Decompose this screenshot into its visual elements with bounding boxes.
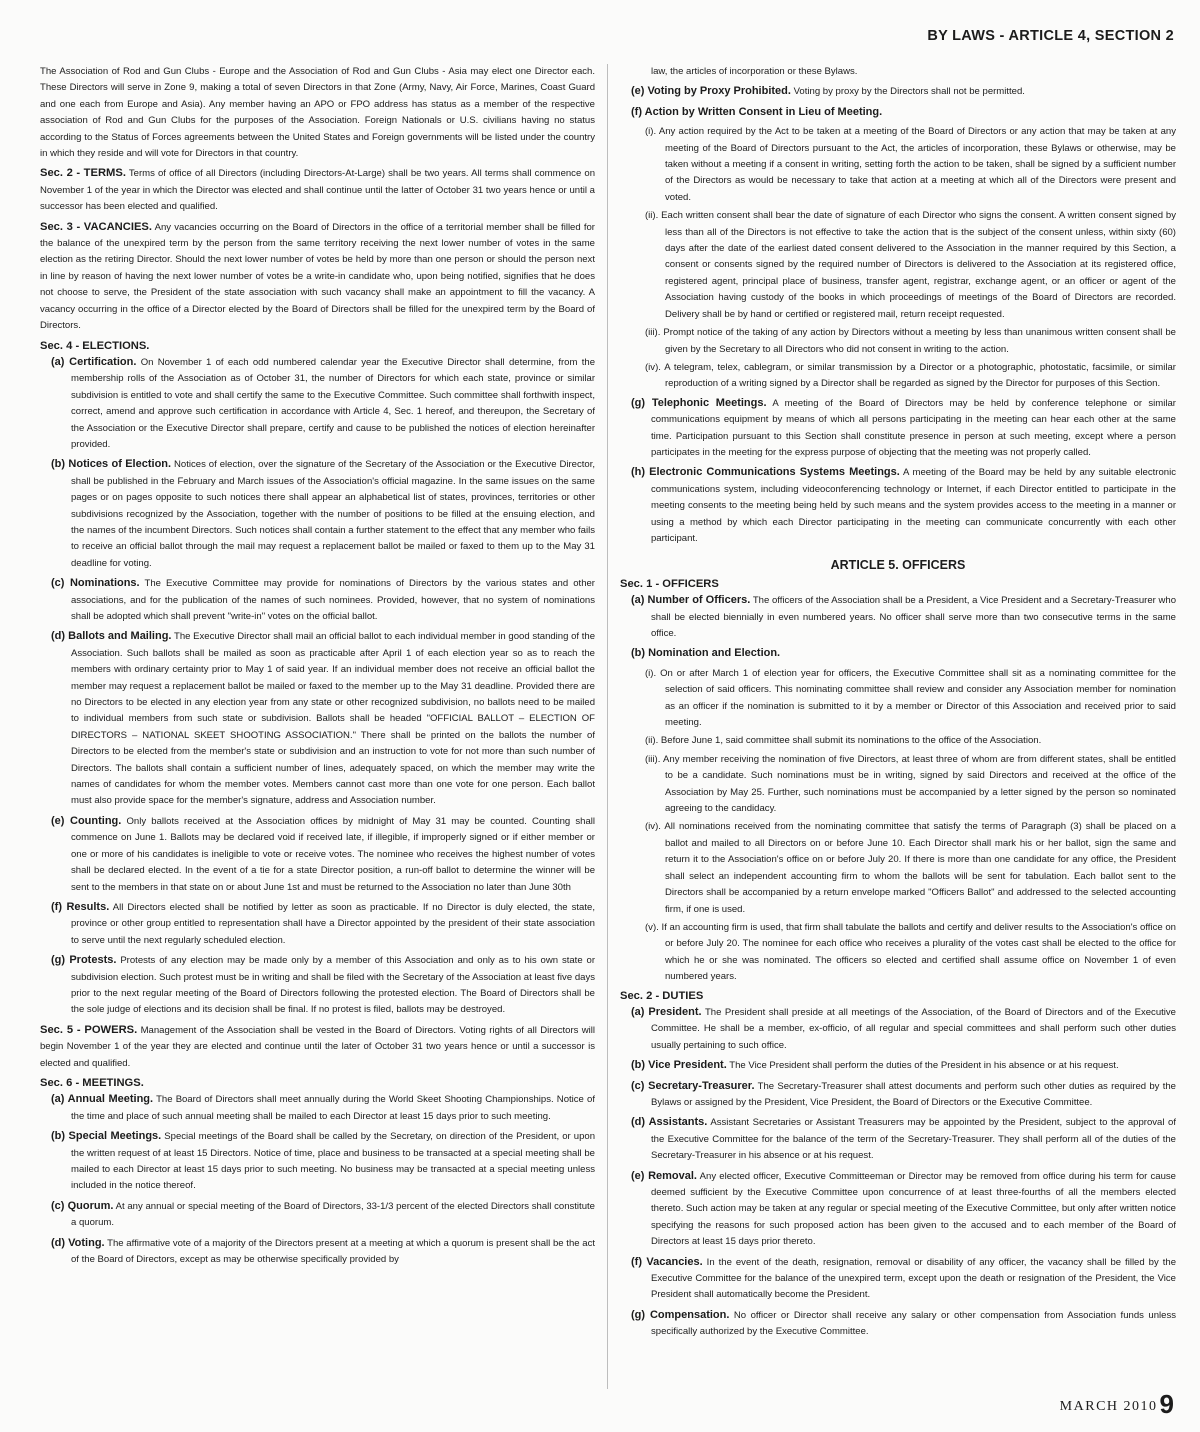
item-marker: (f) [631,1255,642,1268]
item-label [631,1080,755,1092]
written-consent-subitems [620,124,1176,393]
page-footer [1060,1389,1174,1420]
article-5-title: ARTICLE 5. OFFICERS [830,558,966,573]
list-item [620,1168,1176,1251]
item-nomination-election [620,645,1176,662]
section-heading: Sec. 2 - TERMS. [40,167,126,180]
sub-item [620,325,1176,358]
sub-item-text: Prompt notice of the taking of any action by Directors without a meeting by less than unanimous written consent shall be given by the Secretary to all Directors who did not consent in writing to the action. [663,327,1176,355]
sec-2-terms [40,165,595,215]
section-heading: Sec. 5 - POWERS. [40,1023,138,1036]
item-text: No officer or Director shall receive any salary or other compensation from Association funds unless specifically authorized by the Executive Committee. [651,1309,1176,1338]
sec-3-vacancies [40,219,595,335]
left-column [40,64,595,1394]
item-title: President. [648,1005,702,1018]
item-title: Vice President. [648,1059,727,1072]
item-marker: (a) [51,355,65,368]
section-heading: Sec. 3 - VACANCIES. [40,220,152,233]
sub-item-number: (i). [645,667,657,679]
item-text: On November 1 of each odd numbered calendar year the Executive Director shall determine, from the membership rolls of the Association as of October 31, the number of Directors for which each state, province or similar subdivision is entitled to vote and shall certify the same to the Executive Committee. Such committee shall forthwith inspect, correct, amend and approve such certification in accordance with Article 4, Sec. 1 hereof, and thereupon, the Secretary of the Association or the Executive Director shall prepare, certify and cause to be published the notices of election hereinafter provided. [71,356,595,450]
list-item [40,575,595,625]
sub-item [620,733,1176,749]
sub-item [620,920,1176,986]
list-item [40,354,595,453]
item-text: Assistant Secretaries or Assistant Treasurers may be appointed by the President, subject to the approval of the Executive Committee for the balance of the term of the Secretary-Treasurer. They shall perform all of the duties of the Secretary-Treasurer in his absence or at his request. [651,1117,1176,1162]
list-item [40,1235,595,1269]
item-label [51,577,140,589]
item-title: Compensation. [649,1308,730,1321]
list-item [40,1128,595,1195]
item-label: (e) Voting by Proxy Prohibited. [631,85,791,98]
item-text: The officers of the Association shall be a President, a Vice President and a Secretary-Treasurer who shall be elected biennially in even numbered years. No officer shall serve more than two consecutive terms in the same office. [651,595,1176,639]
item-label [631,1059,727,1071]
item-marker: (g) [631,1308,646,1321]
sec-6-heading: Sec. 6 - MEETINGS. [40,1076,144,1089]
item-title: Removal. [648,1169,697,1182]
item-title: Notices of Election. [68,458,172,471]
sub-item-text: Any action required by the Act to be taken at a meeting of the Board of Directors or any action that may be taken at any meeting of the Board of Directors pursuant to the Act, the articles of incorporation, these Bylaws or otherwise, may be taken without a meeting if a consent in writing, setting forth the action to be taken, shall be signed by a sufficient number of the Directors as would be necessary to take that action at a meeting at which all of the Directors were present and voted. [658,126,1176,203]
list-item [40,813,595,896]
item-title: Voting. [68,1236,105,1249]
item-electronic-meetings [620,464,1176,547]
item-title: Vacancies. [646,1255,703,1268]
page-number: 9 [1159,1389,1174,1419]
item-voting-by-proxy [620,83,1176,100]
item-label: (a) Number of Officers. [631,594,751,607]
item-text: The affirmative vote of a majority of the Directors present at a meeting at which a quorum is present shall be the act of the Board of Directors, except as may be otherwise specifically provided by [71,1237,595,1266]
item-title: Certification. [69,355,137,368]
sec-4-heading: Sec. 4 - ELECTIONS. [40,339,150,352]
sub-item-number: (v). [645,921,659,933]
item-text: Special meetings of the Board shall be called by the Secretary, on direction of the President, or upon the written request of at least 15 Directors. Notice of time, place and business to be transacted at a special meeting shall be mailed to each Director at least 15 days prior to such meeting. No business may be transacted at a special meeting unless included in the notice thereof. [71,1131,595,1192]
item-text: The Secretary-Treasurer shall attest documents and perform such other duties as required by the Bylaws or assigned by the President, Vice President, the Board of Directors or the Executive Committee. [651,1080,1176,1108]
continued-text: law, the articles of incorporation or these Bylaws. [651,66,858,77]
list-item [620,1004,1176,1054]
item-label [51,1200,113,1212]
item-marker: (b) [51,458,66,471]
elections-list [40,354,595,1019]
item-label [51,356,136,368]
officers-sec-1-heading: Sec. 1 - OFFICERS [620,577,719,590]
item-marker: (c) [631,1079,645,1092]
list-item [40,899,595,949]
sub-item [620,819,1176,917]
sub-item [620,208,1176,323]
item-label [51,954,116,966]
item-label [51,630,171,642]
sub-item-text: All nominations received from the nominating committee that satisfy the terms of Paragraph (3) shall be placed on a ballot and mailed to all Directors on or before June 10. Each Director shall mark his or her ballot, sign the same and return it to the Association's office on or before July 20. If there is more than one candidate for any office, the President shall select an independent accounting firm to whom the ballots will be sent for tabulation. Each ballot sent to the Directors shall be accompanied by a return envelope marked "Officers Ballot" and addressed to the selected accounting firm, if one is used. [664,821,1176,915]
item-label [631,1256,703,1268]
duties-sec-2-heading: Sec. 2 - DUTIES [620,989,704,1002]
item-label: (g) Telephonic Meetings. [631,396,767,409]
item-marker: (d) [51,630,66,643]
item-text: All Directors elected shall be notified by letter as soon as practicable. If no Director is duly elected, the state, province or other group entitled to representation shall have a Director appointed by the president of their state association to serve until the next regularly scheduled election. [71,901,595,946]
list-item [40,952,595,1019]
list-item [40,628,595,809]
item-label: (f) Action by Written Consent in Lieu of Meeting. [631,105,883,118]
list-item [40,1091,595,1125]
item-text: Voting by proxy by the Directors shall not be permitted. [793,86,1025,98]
item-title: Nominations. [69,577,140,590]
sub-item-number: (ii). [645,735,659,747]
item-label: (b) Nomination and Election. [631,647,781,660]
list-item [620,1114,1176,1164]
item-label [631,1309,729,1321]
item-text: The Executive Director shall mail an official ballot to each individual member in good standing of the Association. Such ballots shall be mailed as soon as practicable after April 1 of each election year so as to reach the members with ordinary certainty prior to May 1 of said year. If an individual member does not receive an official ballot the member may request a replacement ballot be mailed or faxed to the member up to the May 31 deadline. Provided there are no Directors to be elected in any election year from any state or other recognized subdivision, no ballots need to be mailed to individual members from such state or subdivision. Ballots shall be headed "OFFICIAL BALLOT – ELECTION OF DIRECTORS – NATIONAL SKEET SHOOTING ASSOCIATION." There shall be printed on the ballots the number of Directors to be elected from the member's state or subdivision and an instruction to vote for not more than such number of Directors. The ballots shall contain a sufficient number of lines, adequately spaced, on which the member may write the names of candidates for whom the member votes. Members cannot cast more than one vote for one person. Each ballot must also provide space for the member's signature, address and Association number. [71,631,595,807]
item-label [631,1006,702,1018]
item-text: Any elected officer, Executive Committeeman or Director may be removed from office during his term for cause deemed sufficient by the Executive Committee upon concurrence of at least three-fourths of all the members elected thereto. Such action may be taken at any regular or special meeting of the Executive Committee, but only after written notice specifying the reasons for such proposed action has been given to the accused and to each member of the Board of Directors at least 15 days prior thereto. [651,1170,1176,1248]
sub-item-text: On or after March 1 of election year for officers, the Executive Committee shall sit as a nominating committee for the selection of said officers. This nominating committee shall review and consider any Association member for nomination as an officer if the nomination is submitted to it by a member or Director of this Association and received prior to said meeting. [660,667,1176,729]
item-text: The President shall preside at all meetings of the Association, of the Board of Directors and of the Executive Committee. He shall be a member, ex-officio, of all regular and special committees and shall perform such other duties usually pertaining to such office. [651,1006,1176,1051]
item-label [631,1116,707,1128]
column-divider [607,64,608,1389]
sub-item [620,666,1176,732]
sub-item-number: (iv). [645,821,661,833]
item-title: Secretary-Treasurer. [648,1079,755,1092]
item-text: A meeting of the Board of Directors may be held by conference telephone or similar communications equipment by means of which all persons participating in the meeting can hear each other at the same time. Participation pursuant to this Section shall constitute presence in person at such meeting, except where a person participates in the meeting for the express purpose of objecting that the meeting was not properly called. [651,397,1176,458]
item-label [51,901,109,913]
item-number-of-officers [620,592,1176,642]
issue-date: MARCH 2010 [1059,1399,1158,1414]
list-item [620,1254,1176,1304]
item-label: (h) Electronic Communications Systems Meetings. [631,466,900,479]
section-text: Management of the Association shall be vested in the Board of Directors. Voting rights of all Directors will begin November 1 of the year they are elected and continue until the later of October 31 two years hence or until a successor is elected and qualified. [40,1024,595,1069]
sub-item-text: Each written consent shall bear the date of signature of each Director who signs the consent. A written consent signed by less than all of the Directors is not effective to take the action that is the subject of the consent unless, within sixty (60) days after the date of the earliest dated consent delivered to the Association in the manner required by this Section, a consent or consents signed by the required number of Directors is delivered to the Association at its registered office, registered agent, principal place of business, transfer agent, registrar, exchange agent, or an officer or agent of the Association having custody of the books in which proceedings of meetings of the Board of Directors are recorded. Delivery shall be by hand or certified or registered mail, return receipt requested. [661,210,1176,320]
section-text: Terms of office of all Directors (including Directors-At-Large) shall be two years. All terms shall commence on November 1 of the year in which the Director was elected and shall continue until the latter of October 31 two years hence or until a successor has been elected and qualified. [40,168,595,213]
sub-item-number: (iii). [645,327,661,339]
section-text: Any vacancies occurring on the Board of Directors in the office of a territorial member shall be filled for the balance of the unexpired term by the person from the same territory receiving the next lower number of votes in the same election as the retiring Director. Should the next lower number of votes be held by more than one person or should the person next in line by reason of having the next lower number of votes be a write-in candidate who, upon being notified, signifies that he does not choose to serve, the President of the state association with such vacancy shall make an appointment to fill the vacancy. A vacancy occurring in the office of a Director elected by the Board of Directors shall be filled for the unexpired term by the Board of Directors. [40,221,595,332]
sub-item [620,124,1176,206]
item-telephonic-meetings [620,395,1176,462]
item-written-consent [620,104,1176,121]
item-text: A meeting of the Board may be held by any suitable electronic communications system, including videoconferencing technology or Internet, if each Director entitled to participate in the meeting consents to the meeting being held by such means and the system provides access to the meeting in a manner or using a method by which each Director participating in the meeting can communicate concurrently with each other participant. [651,467,1176,544]
item-text: Only ballots received at the Association offices by midnight of May 31 may be counted. Counting shall commence on June 1. Ballots may be declared void if received late, if illegible, if improperly signed or if either member or one or more of his candidates is ineligible to vote or receive votes. The nominee who receives the highest number of votes shall be declared elected. In the event of a tie for a state Director position, a run-off ballot to determine the winner will be sent to the members in that state on or about June 1st and must be returned to the Association no later than June 30th [71,815,595,893]
item-text: Notices of election, over the signature of the Secretary of the Association or the Executive Director, shall be published in the February and March issues of the Association's official magazine. In the same issues on the same pages or on pages opposite to such notices there shall appear an alphabetical list of states, provinces, territories or other subdivisions recognized by the Association, together with the number of positions to be filled at the ensuing election, and the names of the incumbent Directors. Such notices shall contain a further statement to the effect that any member who fails to receive an official ballot through the mail may request a replacement ballot be mailed or faxed to them up to the May 31 deadline for voting. [71,459,595,569]
item-text: At any annual or special meeting of the Board of Directors, 33-1/3 percent of the elected Directors shall constitute a quorum. [71,1200,595,1229]
list-item [40,456,595,572]
item-marker: (a) [631,1005,645,1018]
sub-item-number: (ii). [645,210,659,222]
item-marker: (a) [51,1093,65,1106]
sub-item-number: (iii). [645,753,661,765]
list-item [620,1078,1176,1112]
item-title: Assistants. [648,1116,708,1129]
sub-item-text: If an accounting firm is used, that firm shall tabulate the ballots and certify and deliver results to the Association's office on or before July 20. The nominee for each office who receives a plurality of the votes cast shall be elected to the office for which he or she was nominated. The officers so elected and certified shall assume office on November 1 of even numbered years. [661,921,1176,983]
sec-5-powers [40,1022,595,1072]
running-header: BY LAWS - ARTICLE 4, SECTION 2 [927,28,1174,44]
sub-item-text: Any member receiving the nomination of five Directors, at least three of whom are from different states, shall be entitled to be a candidate. Such nominations must be in writing, signed by said Directors and received at the office of the Association by May 25. Further, such nominations must be accompanied by a letter signed by the person so nominated agreeing to the candidacy. [663,753,1176,815]
item-marker: (d) [51,1236,66,1249]
item-title: Counting. [70,814,122,827]
sub-item-number: (i). [645,126,657,138]
item-text: The Vice President shall perform the duties of the President in his absence or at his request. [729,1060,1119,1072]
sub-item-text: A telegram, telex, cablegram, or similar transmission by a Director or a photographic, photostatic, facsimile, or similar reproduction of a writing signed by a Director shall be regarded as signed by the Director for purposes of this Section. [664,361,1176,390]
item-label [51,1237,105,1249]
item-marker: (b) [631,1059,646,1072]
item-marker: (c) [51,1199,65,1212]
item-title: Results. [66,900,110,913]
list-item [620,1057,1176,1074]
item-label [51,1130,161,1142]
item-label [631,1170,697,1182]
zone-paragraph: The Association of Rod and Gun Clubs - Europe and the Association of Rod and Gun Clubs - Asia may elect one Director each. These Directors will serve in Zone 9, making a total of seven Directors in that Zone (Army, Navy, Air Force, Marines, Coast Guard and one each from Europe and Asia). Any member having an APO or FPO address has status as a member of the respective association of Rod and Gun Clubs for the purposes of the Association. Foreign Nationals or U.S. civilians having no status according to the Status of Forces agreements between the United States and Foreign governments will be listed under the country in which they reside and will vote for Directors in that country. [40,66,595,160]
item-marker: (g) [51,954,66,967]
item-text: The Executive Committee may provide for nominations of Directors by the various states and other associations, and for the publication of the names of such nominees. Provided, however, that no system of nominations shall be adopted which shall prevent "write-in" votes on the official ballot. [71,578,595,622]
item-marker: (e) [631,1169,645,1182]
item-title: Special Meetings. [68,1130,162,1143]
item-label [51,458,171,470]
sub-item-text: Before June 1, said committee shall submit its nominations to the office of the Association. [660,735,1042,747]
item-title: Protests. [69,954,117,967]
item-label [51,1093,153,1105]
right-column [620,64,1176,1394]
nomination-subitems [620,666,1176,986]
item-marker: (f) [51,900,62,913]
item-text: The Board of Directors shall meet annually during the World Skeet Shooting Championships. Notice of the time and place of such annual meeting shall be mailed to each Director at least 15 days prior to such meeting. [71,1094,595,1122]
duties-list [620,1004,1176,1341]
sub-item-number: (iv). [645,361,661,373]
item-marker: (c) [51,577,65,590]
sub-item [620,360,1176,393]
item-title: Annual Meeting. [67,1093,154,1106]
list-item [620,1307,1176,1341]
item-marker: (e) [51,814,65,827]
item-text: Protests of any election may be made only by a member of this Association and only as to his own state or subdivision election. Such protest must be in writing and shall be filed with the Secretary of the Association at least five days prior to the next regular meeting of the Board of Directors following the protested election. The Board of Directors shall be the sole judge of elections and its decision shall be final. If no protest is filed, ballots may be destroyed. [71,955,595,1016]
list-item [40,1198,595,1232]
item-marker: (d) [631,1116,646,1129]
item-title: Ballots and Mailing. [68,630,172,643]
sub-item [620,752,1176,818]
item-text: In the event of the death, resignation, removal or disability of any officer, the vacancy shall be filled by the Executive Committee for the balance of the unexpired term, except upon the death or resignation of the President, the Vice President shall automatically become the President. [651,1256,1176,1301]
item-marker: (b) [51,1130,66,1143]
item-title: Quorum. [67,1199,114,1212]
meetings-list [40,1091,595,1268]
item-label [51,815,121,827]
